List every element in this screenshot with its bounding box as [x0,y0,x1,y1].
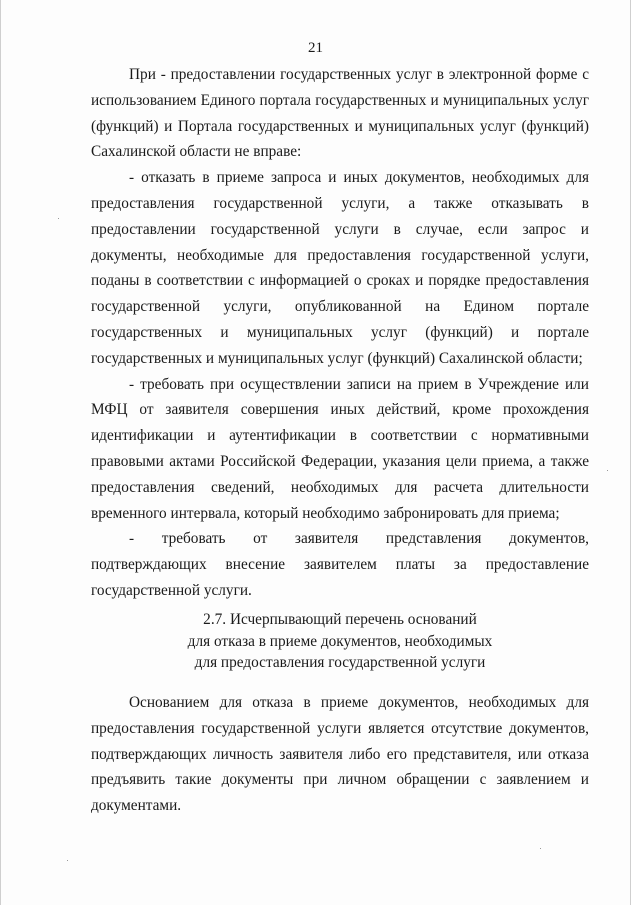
paragraph-item-2: - требовать при осуществлении записи на прием в Учреждение или МФЦ от заявителя совершения иных действий, кроме прохождения идентификации и аутентификации в соответствии с нормативными правовыми актами Российской Федерации, указания цели приема, а также предоставления сведений, необходимых для расчета длительности временного интервала, который необходимо забронировать для приема; [91,375,589,522]
paragraph-item-3: - требовать от заявителя представления документов, подтверждающих внесение заявителем платы за предоставление государственной услуги. [91,530,589,599]
scan-edge-left [0,0,1,905]
paragraph-grounds: Основанием для отказа в приеме документов, необходимых для предоставления государственной услуги является отсутствие документов, подтверждающих личность заявителя либо его представителя, или отказа предъявить такие документы при личном обращении с заявлением и документами. [91,694,589,815]
section-heading-line-1: 2.7. Исчерпывающий перечень оснований [203,611,477,628]
scan-speck [540,848,541,849]
paragraph-intro: При - предоставлении государственных услуг в электронной форме с использованием Единого портала государственных и муниципальных услуг (функций) и Портала государственных и муниципальных услуг (функций) Сахалинской области не вправе: [91,66,589,161]
scan-speck [607,470,608,471]
paragraph-item-1: - отказать в приеме запроса и иных документов, необходимых для предоставления государственной услуги, а также отказывать в предоставлении государственной услуги в случае, если запрос и документы, необходимые для предоставления государственной услуги, поданы в соответствии с информацией о сроках и порядке предоставления государственной услуги, опубликованной на Едином портале государственных и муниципальных услуг (функций) и портале государственных и муниципальных услуг (функций) Сахалинской области; [91,169,589,367]
section-heading [91,609,589,674]
document-body-top [91,62,589,604]
page-number: 21 [308,40,323,56]
section-heading-line-2: для отказа в приеме документов, необходимых [187,632,493,650]
section-heading-line-3: для предоставления государственной услуги [194,654,486,671]
document-body-bottom [91,690,589,819]
scan-speck [67,860,68,861]
scan-speck [58,218,59,219]
